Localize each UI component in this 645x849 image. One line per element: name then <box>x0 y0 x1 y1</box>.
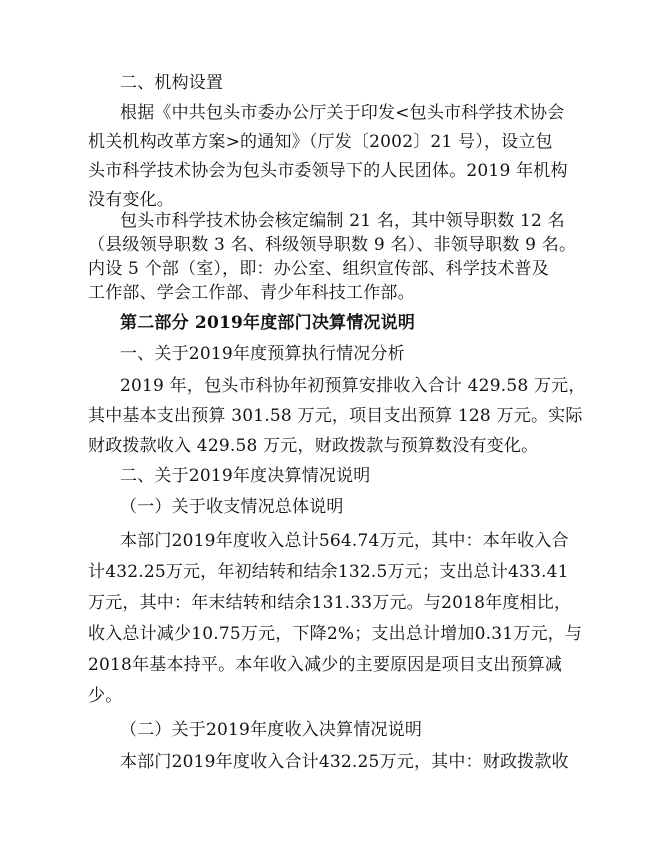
paragraph-line: 万元，其中：年末结转和结余131.33万元。与2018年度相比， <box>88 593 572 613</box>
paragraph-line: 内设 5 个部（室），即：办公室、组织宣传部、科学技术普及 <box>88 259 549 279</box>
subsection-heading-income: （二）关于2019年度收入决算情况说明 <box>120 720 423 740</box>
section-heading-final-accounts: 二、关于2019年度决算情况说明 <box>120 466 371 486</box>
paragraph-line: 包头市科学技术协会核定编制 21 名，其中领导职数 12 名 <box>120 211 565 231</box>
paragraph-line: 机关机构改革方案>的通知》（厅发〔2002〕21 号），设立包 <box>88 132 553 152</box>
paragraph-line: 本部门2019年度收入总计564.74万元，其中：本年收入合 <box>120 531 569 551</box>
paragraph-line: 本部门2019年度收入合计432.25万元，其中：财政拨款收 <box>120 752 569 772</box>
paragraph-line: 计432.25万元，年初结转和结余132.5万元；支出总计433.41 <box>88 562 569 582</box>
paragraph-line: 2019 年，包头市科协年初预算安排收入合计 429.58 万元， <box>120 376 586 396</box>
paragraph-line: 其中基本支出预算 301.58 万元，项目支出预算 128 万元。实际 <box>88 406 583 426</box>
subsection-heading-overall: （一）关于收支情况总体说明 <box>120 497 344 517</box>
section-heading-budget-analysis: 一、关于2019年度预算执行情况分析 <box>120 344 405 364</box>
section-heading-organization: 二、机构设置 <box>120 73 224 93</box>
paragraph-line: 没有变化。 <box>88 190 174 210</box>
paragraph-line: 收入总计减少10.75万元，下降2%；支出总计增加0.31万元，与 <box>88 624 583 644</box>
paragraph-line: 少。 <box>88 686 123 706</box>
paragraph-line: （县级领导职数 3 名、科级领导职数 9 名）、非领导职数 9 名。 <box>88 235 577 255</box>
paragraph-line: 头市科学技术协会为包头市委领导下的人民团体。2019 年机构 <box>88 161 568 181</box>
paragraph-line: 工作部、学会工作部、青少年科技工作部。 <box>88 283 415 303</box>
paragraph-line: 2018年基本持平。本年收入减少的主要原因是项目支出预算减 <box>88 655 563 675</box>
paragraph-line: 根据《中共包头市委办公厅关于印发<包头市科学技术协会 <box>120 103 565 123</box>
part-heading: 第二部分 2019年度部门决算情况说明 <box>120 313 416 333</box>
paragraph-line: 财政拨款收入 429.58 万元，财政拨款与预算数没有变化。 <box>88 436 539 456</box>
